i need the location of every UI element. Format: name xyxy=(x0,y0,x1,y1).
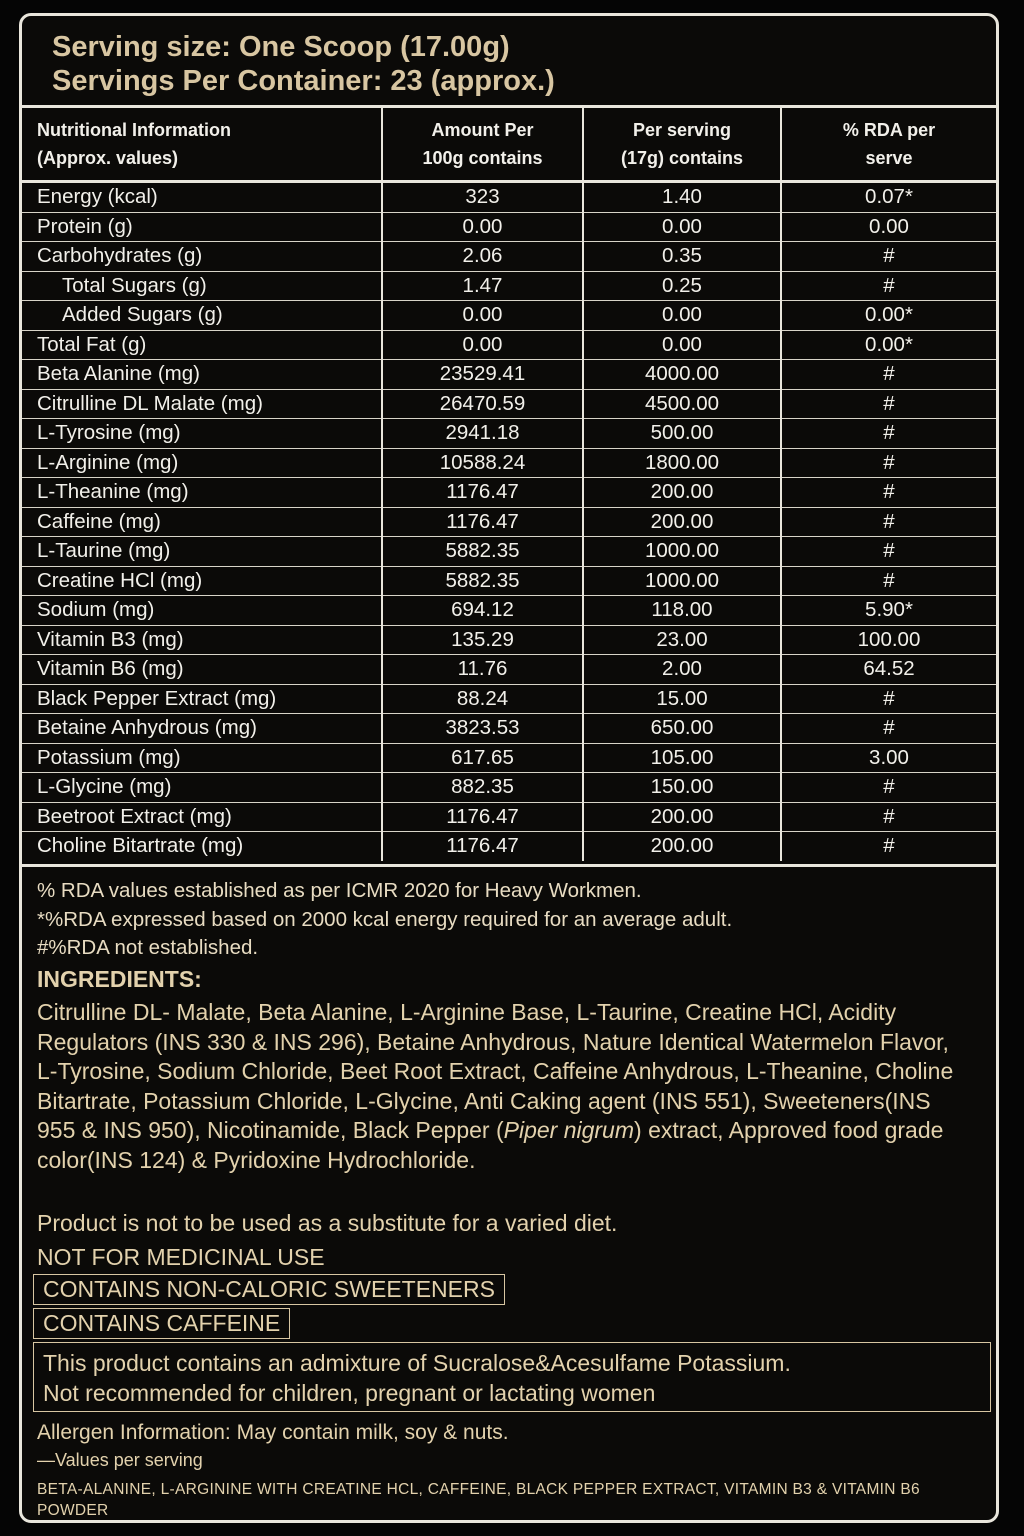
per-serving-value: 200.00 xyxy=(583,507,781,537)
per-100g-value: 5882.35 xyxy=(382,537,583,567)
per-serving-value: 0.00 xyxy=(583,212,781,242)
powder-description: BETA-ALANINE, L-ARGININE WITH CREATINE HCL, CAFFEINE, BLACK PEPPER EXTRACT, VITAMIN B3 & VITAMIN B6 POWDER xyxy=(37,1481,920,1519)
table-row xyxy=(22,271,996,301)
per-serving-value: 150.00 xyxy=(583,773,781,803)
rda-note: *%RDA expressed based on 2000 kcal energy required for an average adult. xyxy=(37,907,733,931)
per-serving-value: 4000.00 xyxy=(583,360,781,390)
per-100g-value: 1176.47 xyxy=(382,832,583,861)
not-medicinal-statement: NOT FOR MEDICINAL USE xyxy=(37,1244,325,1270)
nutrient-name: L-Taurine (mg) xyxy=(22,537,382,567)
nutrient-name: Added Sugars (g) xyxy=(22,301,382,331)
serving-size: Serving size: One Scoop (17.00g) xyxy=(52,31,510,63)
per-100g-value: 1176.47 xyxy=(382,478,583,508)
nutrient-name: Vitamin B3 (mg) xyxy=(22,625,382,655)
rda-value: # xyxy=(781,242,996,272)
rda-note: % RDA values established as per ICMR 2020 for Heavy Workmen. xyxy=(37,879,642,902)
per-100g-value: 135.29 xyxy=(382,625,583,655)
per-100g-value: 882.35 xyxy=(382,773,583,803)
table-row xyxy=(22,330,996,360)
per-serving-value: 0.00 xyxy=(583,330,781,360)
per-100g-value: 1176.47 xyxy=(382,507,583,537)
per-100g-value: 0.00 xyxy=(382,301,583,331)
table-row xyxy=(22,478,996,508)
table-row xyxy=(22,389,996,419)
rda-notes xyxy=(37,877,732,963)
ingredient-italic: Piper nigrum xyxy=(503,1117,635,1143)
table-row xyxy=(22,832,996,861)
table-row xyxy=(22,182,996,213)
per-serving-value: 4500.00 xyxy=(583,389,781,419)
values-per-serving-note: —Values per serving xyxy=(37,1450,203,1470)
rda-value: # xyxy=(781,566,996,596)
per-serving-value: 118.00 xyxy=(583,596,781,626)
table-row xyxy=(22,596,996,626)
rda-value: # xyxy=(781,832,996,861)
per-100g-value: 1.47 xyxy=(382,271,583,301)
rda-value: # xyxy=(781,419,996,449)
rda-value: # xyxy=(781,389,996,419)
caffeine-badge: CONTAINS CAFFEINE xyxy=(33,1308,290,1339)
warning-line: This product contains an admixture of Sucralose&Acesulfame Potassium. xyxy=(43,1350,791,1376)
rda-value: 0.07* xyxy=(781,182,996,213)
per-100g-value: 617.65 xyxy=(382,743,583,773)
per-serving-value: 200.00 xyxy=(583,832,781,861)
per-100g-value: 1176.47 xyxy=(382,802,583,832)
per-serving-value: 1800.00 xyxy=(583,448,781,478)
per-serving-value: 23.00 xyxy=(583,625,781,655)
rda-value: 64.52 xyxy=(781,655,996,685)
substitute-statement: Product is not to be used as a substitute for a varied diet. xyxy=(37,1210,618,1236)
rda-value: # xyxy=(781,478,996,508)
per-serving-value: 1000.00 xyxy=(583,537,781,567)
rda-value: # xyxy=(781,448,996,478)
per-serving-value: 200.00 xyxy=(583,478,781,508)
rda-value: # xyxy=(781,271,996,301)
table-row xyxy=(22,360,996,390)
table-row xyxy=(22,655,996,685)
nutrition-table xyxy=(22,108,996,861)
table-row xyxy=(22,802,996,832)
nutrient-name: L-Glycine (mg) xyxy=(22,773,382,803)
ingredients-text: Citrulline DL- Malate, Beta Alanine, L-Arginine Base, L-Taurine, Creatine HCl, Acidity Regulators (INS 330 & INS 296), Betaine Anhydrous, Nature Identical Watermelon Flavor, L-Tyrosine, Sodium Chloride, Beet Root Extract, Caffeine Anhydrous, L-Theanine, Choline Bitartrate, Potassium Chloride, L-Glycine, Anti Caking agent (INS 551), Sweeteners(INS 955 & INS 950), Nicotinamide, Black Pepper (Piper nigrum) extract, Approved food grade color(INS 124) & Pyridoxine Hydrochloride. xyxy=(37,999,954,1173)
warning-box xyxy=(33,1342,991,1412)
nutrient-name: Protein (g) xyxy=(22,212,382,242)
rda-value: 0.00* xyxy=(781,330,996,360)
rda-value: # xyxy=(781,773,996,803)
table-row xyxy=(22,212,996,242)
non-caloric-badge: CONTAINS NON-CALORIC SWEETENERS xyxy=(33,1274,505,1305)
per-serving-value: 200.00 xyxy=(583,802,781,832)
table-row xyxy=(22,714,996,744)
nutrient-name: Creatine HCl (mg) xyxy=(22,566,382,596)
table-row xyxy=(22,684,996,714)
per-100g-value: 323 xyxy=(382,182,583,213)
per-serving-value: 0.35 xyxy=(583,242,781,272)
per-serving-value: 650.00 xyxy=(583,714,781,744)
rda-value: # xyxy=(781,507,996,537)
header-per-100g: Amount Per 100g contains xyxy=(382,108,583,182)
per-100g-value: 88.24 xyxy=(382,684,583,714)
table-bottom-divider xyxy=(22,864,996,867)
nutrient-name: L-Tyrosine (mg) xyxy=(22,419,382,449)
per-100g-value: 23529.41 xyxy=(382,360,583,390)
table-row xyxy=(22,448,996,478)
header-nutritional-info: Nutritional Information (Approx. values) xyxy=(22,108,382,182)
nutrient-name: Black Pepper Extract (mg) xyxy=(22,684,382,714)
nutrition-label-panel xyxy=(19,13,999,1523)
serving-header xyxy=(22,16,996,108)
nutrient-name: Citrulline DL Malate (mg) xyxy=(22,389,382,419)
warning-line: Not recommended for children, pregnant or lactating women xyxy=(43,1380,656,1406)
servings-per-container: Servings Per Container: 23 (approx.) xyxy=(52,65,555,97)
table-row xyxy=(22,419,996,449)
per-100g-value: 2.06 xyxy=(382,242,583,272)
rda-value: # xyxy=(781,684,996,714)
nutrient-name: Carbohydrates (g) xyxy=(22,242,382,272)
rda-value: 3.00 xyxy=(781,743,996,773)
nutrient-name: Betaine Anhydrous (mg) xyxy=(22,714,382,744)
per-serving-value: 1000.00 xyxy=(583,566,781,596)
nutrient-name: Vitamin B6 (mg) xyxy=(22,655,382,685)
table-row xyxy=(22,537,996,567)
nutrition-table-body xyxy=(22,182,996,861)
rda-value: # xyxy=(781,360,996,390)
per-serving-value: 2.00 xyxy=(583,655,781,685)
nutrient-name: L-Arginine (mg) xyxy=(22,448,382,478)
rda-value: # xyxy=(781,802,996,832)
nutrient-name: Sodium (mg) xyxy=(22,596,382,626)
per-100g-value: 0.00 xyxy=(382,330,583,360)
per-100g-value: 10588.24 xyxy=(382,448,583,478)
header-rda: % RDA per serve xyxy=(781,108,996,182)
nutrient-name: Energy (kcal) xyxy=(22,182,382,213)
nutrient-name: Choline Bitartrate (mg) xyxy=(37,834,244,858)
rda-value: 100.00 xyxy=(781,625,996,655)
per-serving-value: 0.25 xyxy=(583,271,781,301)
nutrient-name: Caffeine (mg) xyxy=(22,507,382,537)
nutrient-name: Beta Alanine (mg) xyxy=(22,360,382,390)
table-row xyxy=(22,301,996,331)
nutrient-name: Potassium (mg) xyxy=(22,743,382,773)
nutrient-name: Total Sugars (g) xyxy=(22,271,382,301)
table-row xyxy=(22,507,996,537)
table-row xyxy=(22,242,996,272)
per-serving-value: 0.00 xyxy=(583,301,781,331)
rda-value: 0.00 xyxy=(781,212,996,242)
table-row xyxy=(22,773,996,803)
rda-value: # xyxy=(781,537,996,567)
table-row xyxy=(22,625,996,655)
rda-value: 5.90* xyxy=(781,596,996,626)
nutrient-name: Total Fat (g) xyxy=(22,330,382,360)
per-100g-value: 11.76 xyxy=(382,655,583,685)
rda-note: #%RDA not established. xyxy=(37,936,259,959)
per-serving-value: 105.00 xyxy=(583,743,781,773)
nutrient-name: L-Theanine (mg) xyxy=(22,478,382,508)
header-per-serving: Per serving (17g) contains xyxy=(583,108,781,182)
per-100g-value: 0.00 xyxy=(382,212,583,242)
per-100g-value: 2941.18 xyxy=(382,419,583,449)
per-100g-value: 26470.59 xyxy=(382,389,583,419)
per-100g-value: 5882.35 xyxy=(382,566,583,596)
ingredients-title: INGREDIENTS: xyxy=(37,966,202,992)
per-100g-value: 3823.53 xyxy=(382,714,583,744)
rda-value: # xyxy=(781,714,996,744)
table-row xyxy=(22,743,996,773)
per-100g-value: 694.12 xyxy=(382,596,583,626)
per-serving-value: 1.40 xyxy=(583,182,781,213)
per-serving-value: 15.00 xyxy=(583,684,781,714)
per-serving-value: 500.00 xyxy=(583,419,781,449)
rda-value: 0.00* xyxy=(781,301,996,331)
table-row xyxy=(22,566,996,596)
allergen-info: Allergen Information: May contain milk, soy & nuts. xyxy=(37,1421,509,1444)
nutrient-name: Beetroot Extract (mg) xyxy=(22,802,382,832)
table-header-row xyxy=(22,108,996,182)
